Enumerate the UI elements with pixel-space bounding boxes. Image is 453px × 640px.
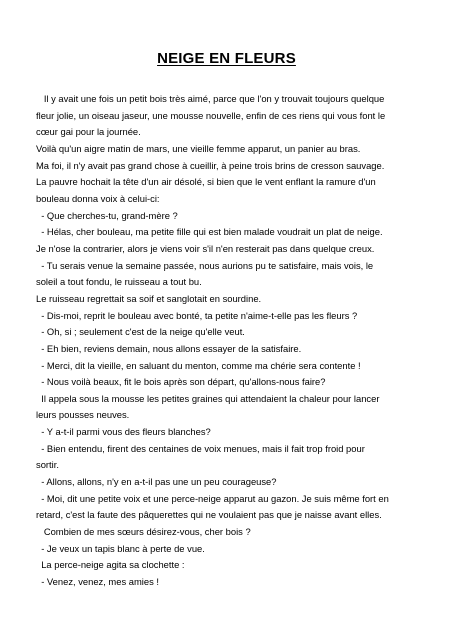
document-title: NEIGE EN FLEURS xyxy=(157,50,296,67)
text-line: cœur gai pour la journée. xyxy=(36,126,141,138)
text-line: - Merci, dit la vieille, en saluant du menton, comme ma chérie sera contente ! xyxy=(36,359,361,371)
text-line: - Allons, allons, n'y en a-t-il pas une un peu courageuse? xyxy=(36,476,277,488)
text-line: - Que cherches-tu, grand-mère ? xyxy=(36,209,178,221)
text-line: Le ruisseau regrettait sa soif et sanglotait en sourdine. xyxy=(36,292,262,304)
text-line: - Eh bien, reviens demain, nous allons essayer de la satisfaire. xyxy=(36,342,302,354)
text-line: Je n'ose la contrarier, alors je viens voir s'il n'en resterait pas dans quelque creux. xyxy=(36,242,375,254)
text-line: fleur jolie, un oiseau jaseur, une mousse nouvelle, enfin de ces riens qui vous font le xyxy=(36,109,386,121)
text-line: soleil a tout fondu, le ruisseau a tout bu. xyxy=(36,276,202,288)
text-line: bouleau donna voix à celui-ci: xyxy=(36,192,160,204)
text-line: - Tu serais venue la semaine passée, nous aurions pu te satisfaire, mais vois, le xyxy=(36,259,374,271)
text-line: sortir. xyxy=(36,459,59,471)
text-line: La perce-neige agita sa clochette : xyxy=(36,559,185,571)
text-line: Combien de mes sœurs désirez-vous, cher bois ? xyxy=(36,526,251,538)
text-line: Il appela sous la mousse les petites graines qui attendaient la chaleur pour lancer xyxy=(36,392,380,404)
text-line: Voilà qu'un aigre matin de mars, une vieille femme apparut, un panier au bras. xyxy=(36,142,361,154)
text-line: Ma foi, il n'y avait pas grand chose à cueillir, à peine trois brins de cresson sauvage. xyxy=(36,159,385,171)
text-line: - Dis-moi, reprit le bouleau avec bonté, ta petite n'aime-t-elle pas les fleurs ? xyxy=(36,309,358,321)
text-line: leurs pousses neuves. xyxy=(36,409,130,421)
document-body xyxy=(36,91,412,591)
text-line: retard, c'est la faute des pâquerettes qui ne voulaient pas que je naisse avant elles. xyxy=(36,509,382,521)
text-line: - Je veux un tapis blanc à perte de vue. xyxy=(36,542,205,554)
text-line: La pauvre hochait la tête d'un air désolé, si bien que le vent enflant la ramure d'un xyxy=(36,176,376,188)
text-line: - Oh, si ; seulement c'est de la neige qu'elle veut. xyxy=(36,326,245,338)
text-line: - Moi, dit une petite voix et une perce-neige apparut au gazon. Je suis même fort en xyxy=(36,492,389,504)
text-line: - Hélas, cher bouleau, ma petite fille qui est bien malade voudrait un plat de neige. xyxy=(36,226,383,238)
text-line: - Nous voilà beaux, fit le bois après son départ, qu'allons-nous faire? xyxy=(36,376,326,388)
text-line: - Y a-t-il parmi vous des fleurs blanches? xyxy=(36,426,211,438)
text-line: - Bien entendu, firent des centaines de voix menues, mais il fait trop froid pour xyxy=(36,442,365,454)
text-line: - Venez, venez, mes amies ! xyxy=(36,576,159,588)
text-line: Il y avait une fois un petit bois très aimé, parce que l'on y trouvait toujours quelque xyxy=(36,93,385,104)
